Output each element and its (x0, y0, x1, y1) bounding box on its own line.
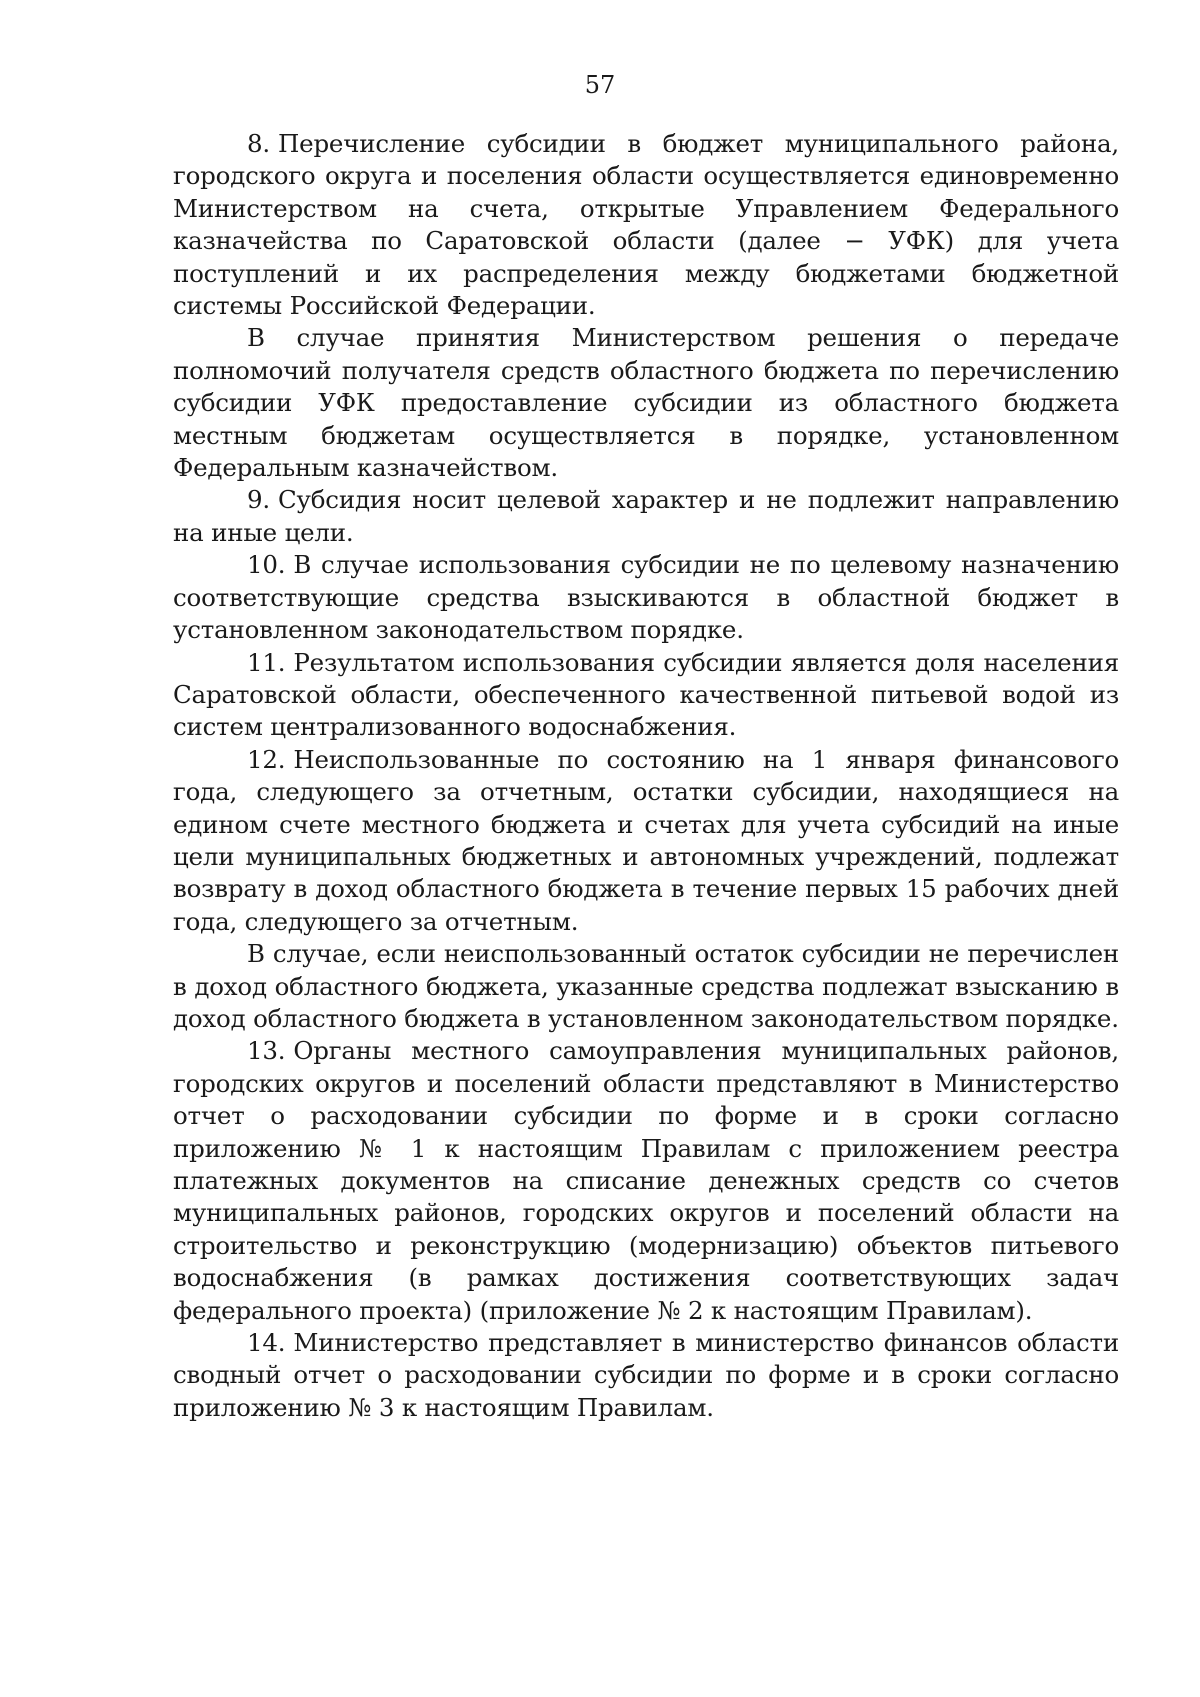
paragraph-8 (173, 128, 1119, 322)
document-body (173, 128, 1119, 1424)
paragraph-13 (173, 1035, 1119, 1327)
paragraph-text: Результатом использования субсидии является доля населения Саратовской области, обеспеченного качественной питьевой водой из систем централизованного водоснабжения. (173, 647, 1119, 742)
paragraph-text: Перечисление субсидии в бюджет муниципального района, городского округа и поселения области осуществляется единовременно Министерством на счета, открытые Управлением Федерального казначейства по Саратовской области (далее − УФК) для учета поступлений и их распределения между бюджетами бюджетной системы Российской Федерации. (173, 129, 1119, 321)
paragraph-14 (173, 1327, 1119, 1424)
paragraph-number: 8. (247, 129, 270, 158)
paragraph-text: Неиспользованные по состоянию на 1 января финансового года, следующего за отчетным, остатки субсидии, находящиеся на едином счете местного бюджета и счетах для учета субсидий на иные цели муниципальных бюджетных и автономных учреждений, подлежат возврату в доход областного бюджета в течение первых 15 рабочих дней года, следующего за отчетным. (173, 744, 1119, 936)
paragraph-number: 13. (247, 1036, 286, 1066)
paragraph-8-continued (173, 322, 1119, 484)
paragraph-text: В случае использования субсидии не по целевому назначению соответствующие средства взыскиваются в областной бюджет в установленном законодательством порядке. (173, 550, 1119, 645)
paragraph-text: Органы местного самоуправления муниципальных районов, городских округов и поселений области представляют в Министерство отчет о расходовании субсидии по форме и в сроки согласно приложению № 1 к настоящим Правилам с приложением реестра платежных документов на списание денежных средств со счетов муниципальных районов, городских округов и поселений области на строительство и реконструкцию (модернизацию) объектов питьевого водоснабжения (в рамках достижения соответствующих задач федерального проекта) (приложение № 2 к настоящим Правилам). (173, 1036, 1119, 1325)
paragraph-number: 11. (247, 647, 286, 677)
page-number: 57 (584, 71, 616, 99)
paragraph-12 (173, 744, 1119, 938)
paragraph-text: В случае, если неиспользованный остаток субсидии не перечислен в доход областного бюджета, указанные средства подлежат взысканию в доход областного бюджета в установленном законодательством порядке. (173, 939, 1119, 1033)
paragraph-text: В случае принятия Министерством решения о передаче полномочий получателя средств областного бюджета по перечислению субсидии УФК предоставление субсидии из областного бюджета местным бюджетам осуществляется в порядке, установленном Федеральным казначейством. (173, 323, 1119, 483)
paragraph-11 (173, 647, 1119, 744)
paragraph-text: Министерство представляет в министерство финансов области сводный отчет о расходовании субсидии по форме и в сроки согласно приложению № 3 к настоящим Правилам. (173, 1328, 1119, 1422)
paragraph-text: Субсидия носит целевой характер и не подлежит направлению на иные цели. (173, 485, 1119, 547)
paragraph-number: 14. (247, 1328, 286, 1358)
paragraph-number: 12. (247, 744, 286, 774)
paragraph-number: 10. (247, 550, 286, 580)
paragraph-9 (173, 484, 1119, 549)
paragraph-number: 9. (247, 485, 270, 515)
paragraph-12-continued (173, 938, 1119, 1035)
paragraph-10 (173, 549, 1119, 646)
